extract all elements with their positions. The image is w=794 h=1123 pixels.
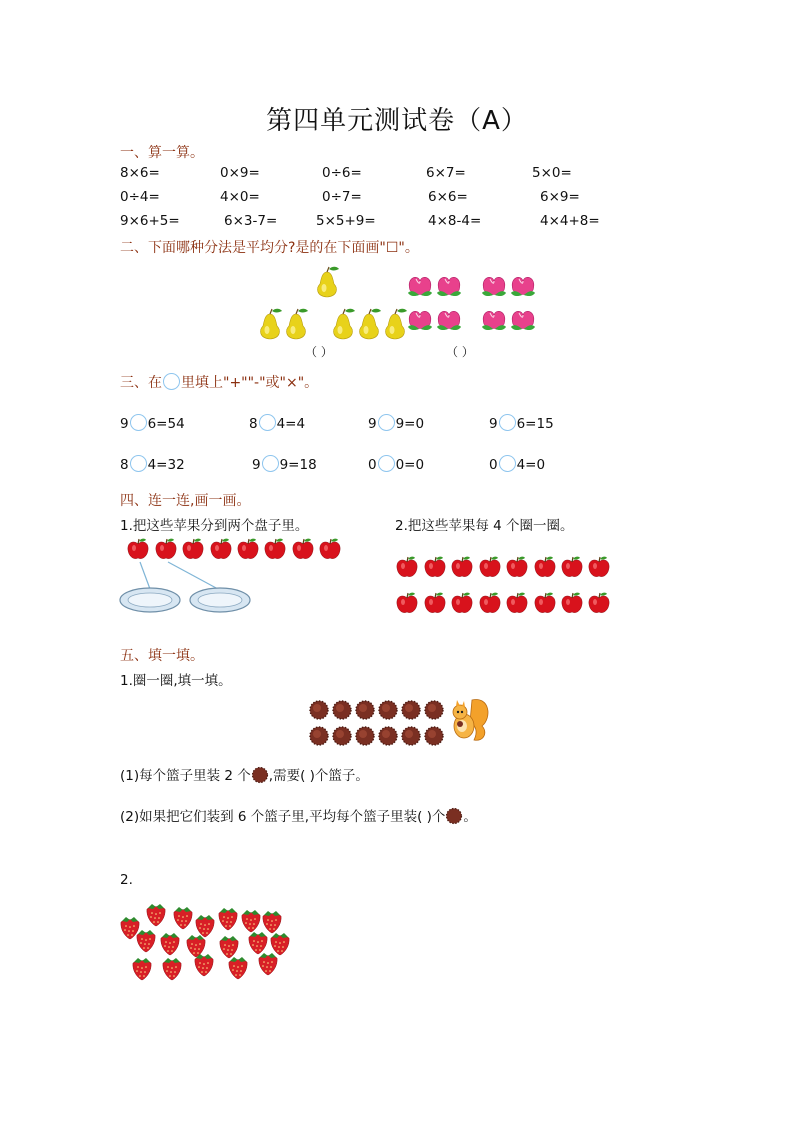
chestnut-icon — [379, 701, 397, 719]
operand: 9=18 — [279, 457, 317, 473]
heading-text: 三、在 — [120, 375, 162, 391]
strawberry-cluster — [121, 904, 289, 980]
apple-icon — [211, 539, 231, 559]
apple-icon — [425, 593, 445, 613]
operand: 0 — [489, 457, 498, 473]
operator-circle[interactable] — [262, 455, 279, 472]
apple-icon — [589, 557, 609, 577]
question-5-1: 1.圈一圈,填一填。 — [120, 673, 232, 689]
problem: 4×0= — [220, 189, 260, 205]
peach-icon — [408, 311, 432, 330]
strawberry-icon — [219, 908, 237, 930]
peach-icon — [482, 311, 506, 330]
section-5-heading: 五、填一填。 — [120, 648, 204, 664]
squirrel-icon — [453, 700, 488, 741]
operator-item — [249, 414, 305, 432]
problem: 0÷6= — [322, 165, 362, 181]
operand: 8 — [249, 416, 258, 432]
problem: 0÷4= — [120, 189, 160, 205]
operand: 0 — [368, 457, 377, 473]
chestnut-icon — [425, 727, 443, 745]
section-1-heading: 一、算一算。 — [120, 145, 204, 161]
peach-icon — [437, 311, 461, 330]
chestnut-icon — [356, 701, 374, 719]
apple-icon — [293, 539, 313, 559]
strawberry-icon — [263, 911, 281, 933]
chestnut-grid — [310, 701, 443, 745]
pear-icon — [386, 309, 407, 339]
connect-line — [168, 562, 218, 589]
strawberry-icon — [161, 933, 179, 955]
problem: 5×0= — [532, 165, 572, 181]
operator-circle[interactable] — [499, 455, 516, 472]
section-3-heading — [120, 372, 318, 392]
operator-item — [120, 455, 185, 473]
problem: 5×5+9= — [316, 213, 376, 229]
problem: 6×3-7= — [224, 213, 278, 229]
apple-grid-q2 — [397, 557, 609, 613]
apple-icon — [397, 593, 417, 613]
strawberry-icon — [220, 936, 238, 958]
operator-circle[interactable] — [378, 414, 395, 431]
operand: 4=32 — [147, 457, 185, 473]
connect-line — [140, 562, 150, 589]
operator-item — [368, 455, 424, 473]
strawberry-icon — [137, 930, 155, 952]
operand: 6=54 — [147, 416, 185, 432]
pear-icon — [318, 267, 339, 297]
operand: 9 — [252, 457, 261, 473]
chestnut-icon — [310, 727, 328, 745]
peach-icon — [437, 277, 461, 296]
plate-icon — [190, 588, 250, 612]
section-2-heading: 二、下面哪种分法是平均分?是的在下面画"☐"。 — [120, 240, 419, 256]
operand: 9 — [489, 416, 498, 432]
chestnut-icon — [333, 701, 351, 719]
apple-icon — [507, 557, 527, 577]
question-4-1: 1.把这些苹果分到两个盘子里。 — [120, 518, 309, 534]
operand: 4=4 — [276, 416, 306, 432]
operator-item — [489, 414, 554, 432]
operand: 4=0 — [516, 457, 546, 473]
operator-circle[interactable] — [378, 455, 395, 472]
question-5-2: 2. — [120, 872, 133, 888]
operator-circle[interactable] — [499, 414, 516, 431]
apple-icon — [156, 539, 176, 559]
operand: 6=15 — [516, 416, 554, 432]
chestnut-icon — [445, 808, 463, 824]
apple-icon — [425, 557, 445, 577]
chestnut-icon — [333, 727, 351, 745]
peach-icon — [511, 311, 535, 330]
problem: 0÷7= — [322, 189, 362, 205]
apple-icon — [452, 557, 472, 577]
operand: 8 — [120, 457, 129, 473]
apple-icon — [480, 557, 500, 577]
problem: 0×9= — [220, 165, 260, 181]
pear-icon — [287, 309, 308, 339]
problem: 4×4+8= — [540, 213, 600, 229]
strawberry-icon — [187, 935, 205, 957]
strawberry-icon — [271, 933, 289, 955]
problem: 9×6+5= — [120, 213, 180, 229]
part-text: ,需要( )个篮子。 — [268, 768, 369, 784]
heading-text: 里填上"+""-"或"×"。 — [181, 375, 319, 391]
operand: 9 — [120, 416, 129, 432]
blank-circle-icon — [163, 373, 180, 390]
apple-row-q1 — [128, 539, 340, 559]
question-5-1-part-2 — [120, 805, 477, 825]
problem: 6×7= — [426, 165, 466, 181]
problem: 4×8-4= — [428, 213, 482, 229]
chestnut-icon — [310, 701, 328, 719]
pear-icon — [360, 309, 381, 339]
strawberry-icon — [121, 917, 139, 939]
problem: 6×6= — [428, 189, 468, 205]
apple-icon — [562, 593, 582, 613]
apple-icon — [507, 593, 527, 613]
strawberry-icon — [163, 958, 181, 980]
operand: 9 — [368, 416, 377, 432]
apple-icon — [589, 593, 609, 613]
apple-icon — [320, 539, 340, 559]
operator-item — [368, 414, 424, 432]
chestnut-icon — [425, 701, 443, 719]
operator-item — [120, 414, 185, 432]
apple-icon — [480, 593, 500, 613]
apple-icon — [535, 593, 555, 613]
operand: 0=0 — [395, 457, 425, 473]
strawberry-icon — [249, 932, 267, 954]
apple-icon — [397, 557, 417, 577]
strawberry-icon — [195, 954, 213, 976]
question-4-2: 2.把这些苹果每 4 个圈一圈。 — [395, 518, 574, 534]
pear-icon — [334, 309, 355, 339]
strawberry-icon — [174, 907, 192, 929]
problem: 8×6= — [120, 165, 160, 181]
peach-icon — [511, 277, 535, 296]
answer-paren-a[interactable]: （ ） — [305, 345, 333, 359]
operand: 9=0 — [395, 416, 425, 432]
apple-icon — [562, 557, 582, 577]
strawberry-icon — [229, 957, 247, 979]
operator-circle[interactable] — [130, 455, 147, 472]
problem: 6×9= — [540, 189, 580, 205]
chestnut-icon — [251, 767, 269, 783]
peach-icon — [482, 277, 506, 296]
section-4-heading: 四、连一连,画一画。 — [120, 493, 251, 509]
apple-icon — [535, 557, 555, 577]
chestnut-icon — [356, 727, 374, 745]
operator-circle[interactable] — [259, 414, 276, 431]
strawberry-icon — [242, 910, 260, 932]
peach-group — [408, 277, 535, 330]
pear-icon — [261, 309, 282, 339]
apple-icon — [128, 539, 148, 559]
chestnut-icon — [379, 727, 397, 745]
operator-circle[interactable] — [130, 414, 147, 431]
operator-item — [489, 455, 545, 473]
strawberry-icon — [147, 904, 165, 926]
peach-icon — [408, 277, 432, 296]
chestnut-icon — [402, 727, 420, 745]
apple-icon — [183, 539, 203, 559]
part-text: (1)每个篮子里装 2 个 — [120, 768, 251, 784]
strawberry-icon — [196, 915, 214, 937]
apple-icon — [452, 593, 472, 613]
part-text: 。 — [463, 809, 477, 825]
apple-icon — [265, 539, 285, 559]
strawberry-icon — [133, 958, 151, 980]
question-5-1-part-1 — [120, 764, 369, 784]
pear-group — [261, 267, 407, 339]
apple-icon — [238, 539, 258, 559]
plate-icon — [120, 588, 180, 612]
page-title: 第四单元测试卷（A） — [266, 106, 528, 136]
strawberry-icon — [259, 953, 277, 975]
chestnut-icon — [402, 701, 420, 719]
part-text: (2)如果把它们装到 6 个篮子里,平均每个篮子里装( )个 — [120, 809, 446, 825]
operator-item — [252, 455, 317, 473]
answer-paren-b[interactable]: （ ） — [446, 345, 474, 359]
